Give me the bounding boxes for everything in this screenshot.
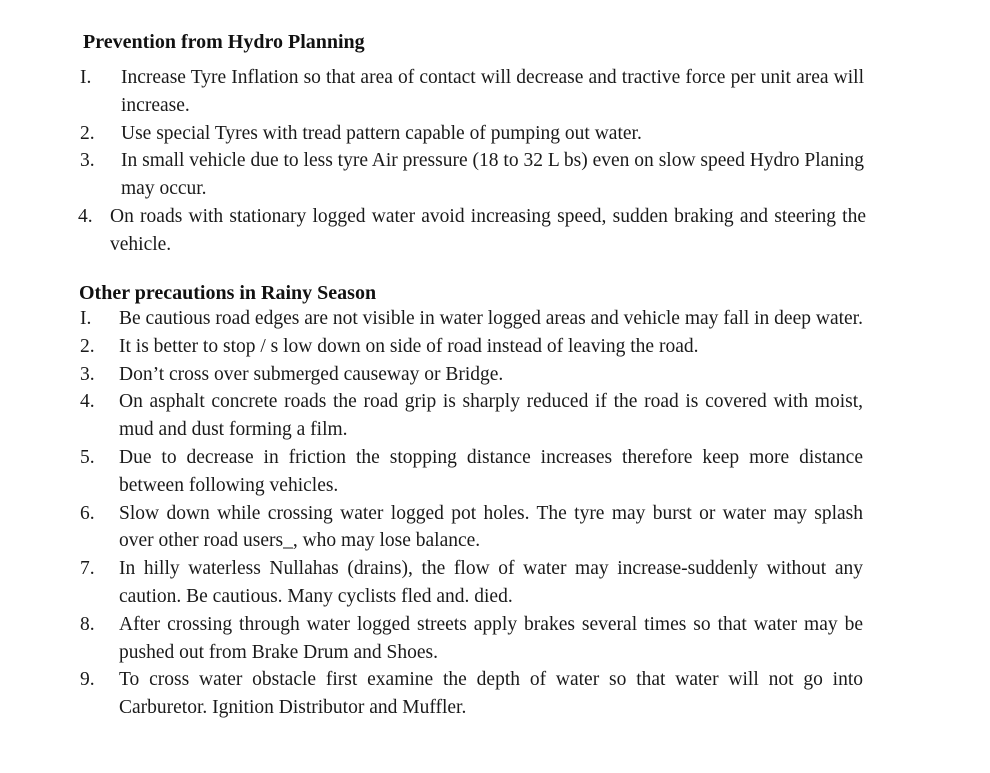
list-marker: 5. <box>80 446 95 468</box>
list-marker: 7. <box>80 558 95 580</box>
list-item-text: On asphalt concrete roads the road grip is sharply reduced if the road is covered with moist, mud and dust forming a film. <box>119 391 863 441</box>
hydro-planning-list <box>0 64 990 259</box>
list-item <box>0 361 990 389</box>
list-marker: 4. <box>78 205 93 227</box>
list-item-text: Use special Tyres with tread pattern capable of pumping out water. <box>121 122 642 144</box>
list-marker: 6. <box>80 502 95 524</box>
list-item-text: On roads with stationary logged water avoid increasing speed, sudden braking and steering the vehicle. <box>110 205 866 255</box>
list-item <box>0 147 990 203</box>
list-item <box>0 611 990 667</box>
list-item <box>0 333 990 361</box>
list-marker: I. <box>80 308 92 329</box>
list-item <box>0 305 990 333</box>
list-item <box>0 444 990 500</box>
list-marker: 3. <box>80 150 95 172</box>
list-item-text: Slow down while crossing water logged pot holes. The tyre may burst or water may splash over other road users_, who may lose balance. <box>119 502 863 552</box>
list-item-text: Increase Tyre Inflation so that area of contact will decrease and tractive force per unit area will increase. <box>121 67 864 116</box>
list-item-text: After crossing through water logged streets apply brakes several times so that water may be pushed out from Brake Drum and Shoes. <box>119 613 863 663</box>
list-item-text: Be cautious road edges are not visible in water logged areas and vehicle may fall in deep water. <box>119 308 863 329</box>
list-item <box>0 666 990 722</box>
list-item-text: It is better to stop / s low down on side of road instead of leaving the road. <box>119 335 699 357</box>
list-marker: 9. <box>80 669 95 691</box>
list-item-text: To cross water obstacle first examine the depth of water so that water will not go into Carburetor. Ignition Distributor and Muffler. <box>119 669 863 719</box>
list-marker: 2. <box>80 122 95 144</box>
section-heading-rainy-season: Other precautions in Rainy Season <box>79 282 377 304</box>
list-item <box>0 555 990 611</box>
list-item-text: In small vehicle due to less tyre Air pressure (18 to 32 L bs) even on slow speed Hydro Planing may occur. <box>121 150 864 200</box>
list-item <box>0 203 990 259</box>
list-item <box>0 500 990 556</box>
section-heading-hydro-planning: Prevention from Hydro Planning <box>83 31 365 53</box>
list-marker: 8. <box>80 613 95 635</box>
list-item-text: In hilly waterless Nullahas (drains), the flow of water may increase-suddenly without any caution. Be cautious. Many cyclists fled and. died. <box>119 558 863 607</box>
list-marker: 4. <box>80 391 95 413</box>
list-item <box>0 120 990 148</box>
list-marker: 3. <box>80 363 95 385</box>
list-marker: I. <box>80 67 92 88</box>
rainy-season-list <box>0 305 990 722</box>
list-item-text: Don’t cross over submerged causeway or Bridge. <box>119 363 504 385</box>
list-item-text: Due to decrease in friction the stopping distance increases therefore keep more distance between following vehicles. <box>119 446 863 496</box>
list-item <box>0 64 990 120</box>
list-item <box>0 388 990 444</box>
list-marker: 2. <box>80 335 95 357</box>
